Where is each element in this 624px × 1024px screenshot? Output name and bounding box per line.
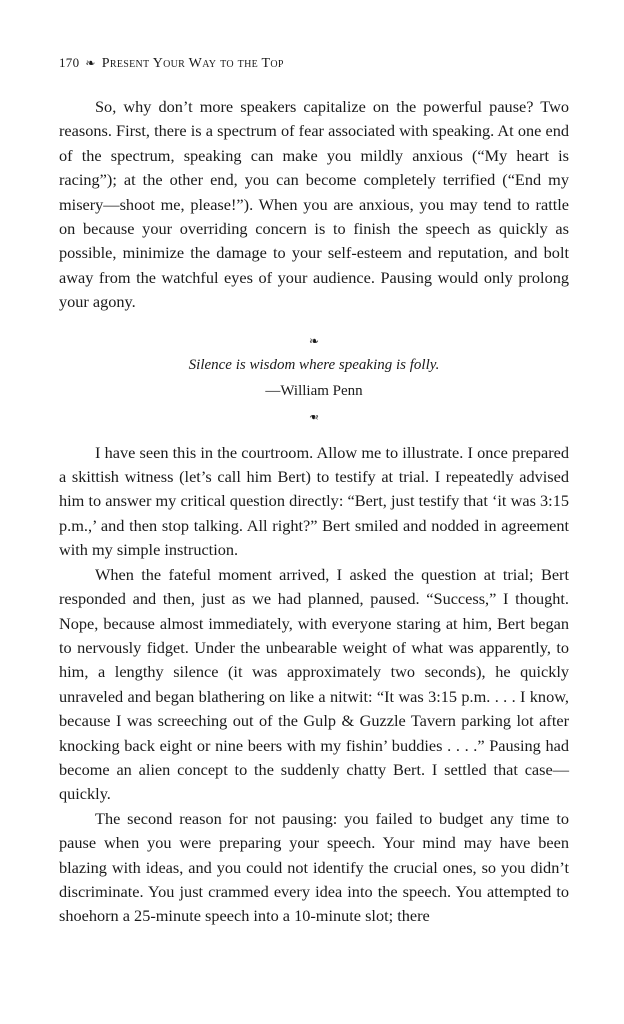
fleuron-icon: ❧ <box>308 409 320 424</box>
fleuron-icon: ❧ <box>85 56 96 70</box>
paragraph: So, why don’t more speakers capitalize on the powerful pause? Two reasons. First, there is a spectrum of fear associated with speaking. At one end of the spectrum, speaking can make you mildly anxious (“My heart is racing”); at the other end, you can become completely terrified (“End my misery—shoot me, please!”). When you are anxious, you may tend to rattle on because your overriding concern is to finish the speech as quickly as possible, minimize the damage to your self-esteem and reputation, and bolt away from the watchful eyes of your audience. Pausing would only prolong your agony. <box>59 97 569 312</box>
paragraph: I have seen this in the courtroom. Allow me to illustrate. I once prepared a skittish witness (let’s call him Bert) to testify at trial. I repeatedly advised him to answer my critical question directly: “Bert, just testify that ‘it was 3:15 p.m.,’ and then stop talking. All right?” Bert smiled and nodded in agreement with my simple instruction. <box>59 442 569 560</box>
page-number: 170 <box>59 55 80 70</box>
body-text <box>59 95 569 929</box>
paragraph: The second reason for not pausing: you failed to budget any time to pause when you were preparing your speech. Your mind may have been blazing with ideas, and you could not identify the crucial ones, so you didn’t discriminate. You just crammed every idea into the speech. You attempted to shoehorn a 25-minute speech into a 10-minute slot; there <box>59 808 569 926</box>
paragraph: When the fateful moment arrived, I asked the question at trial; Bert responded and then, just as we had planned, paused. “Success,” I thought. Nope, because almost immediately, with everyone staring at him, Bert began to nervously fidget. Under the unbearable weight of what was apparently, to him, a lengthy silence (it was approximately two seconds), he quickly unraveled and began blathering on like a nitwit: “It was 3:15 p.m. . . . I know, because I was screeching out of the Gulp & Guzzle Tavern parking lot after knocking back eight or nine beers with my fishin’ buddies . . . .” Pausing had become an alien concept to the suddenly chatty Bert. I settled that case—quickly. <box>59 564 569 804</box>
epigraph-quote: Silence is wisdom where speaking is folly. <box>188 356 440 373</box>
fleuron-icon: ❧ <box>308 333 320 348</box>
running-header <box>59 55 284 72</box>
running-title: Present Your Way to the Top <box>101 56 284 71</box>
epigraph-attribution: —William Penn <box>265 382 363 399</box>
